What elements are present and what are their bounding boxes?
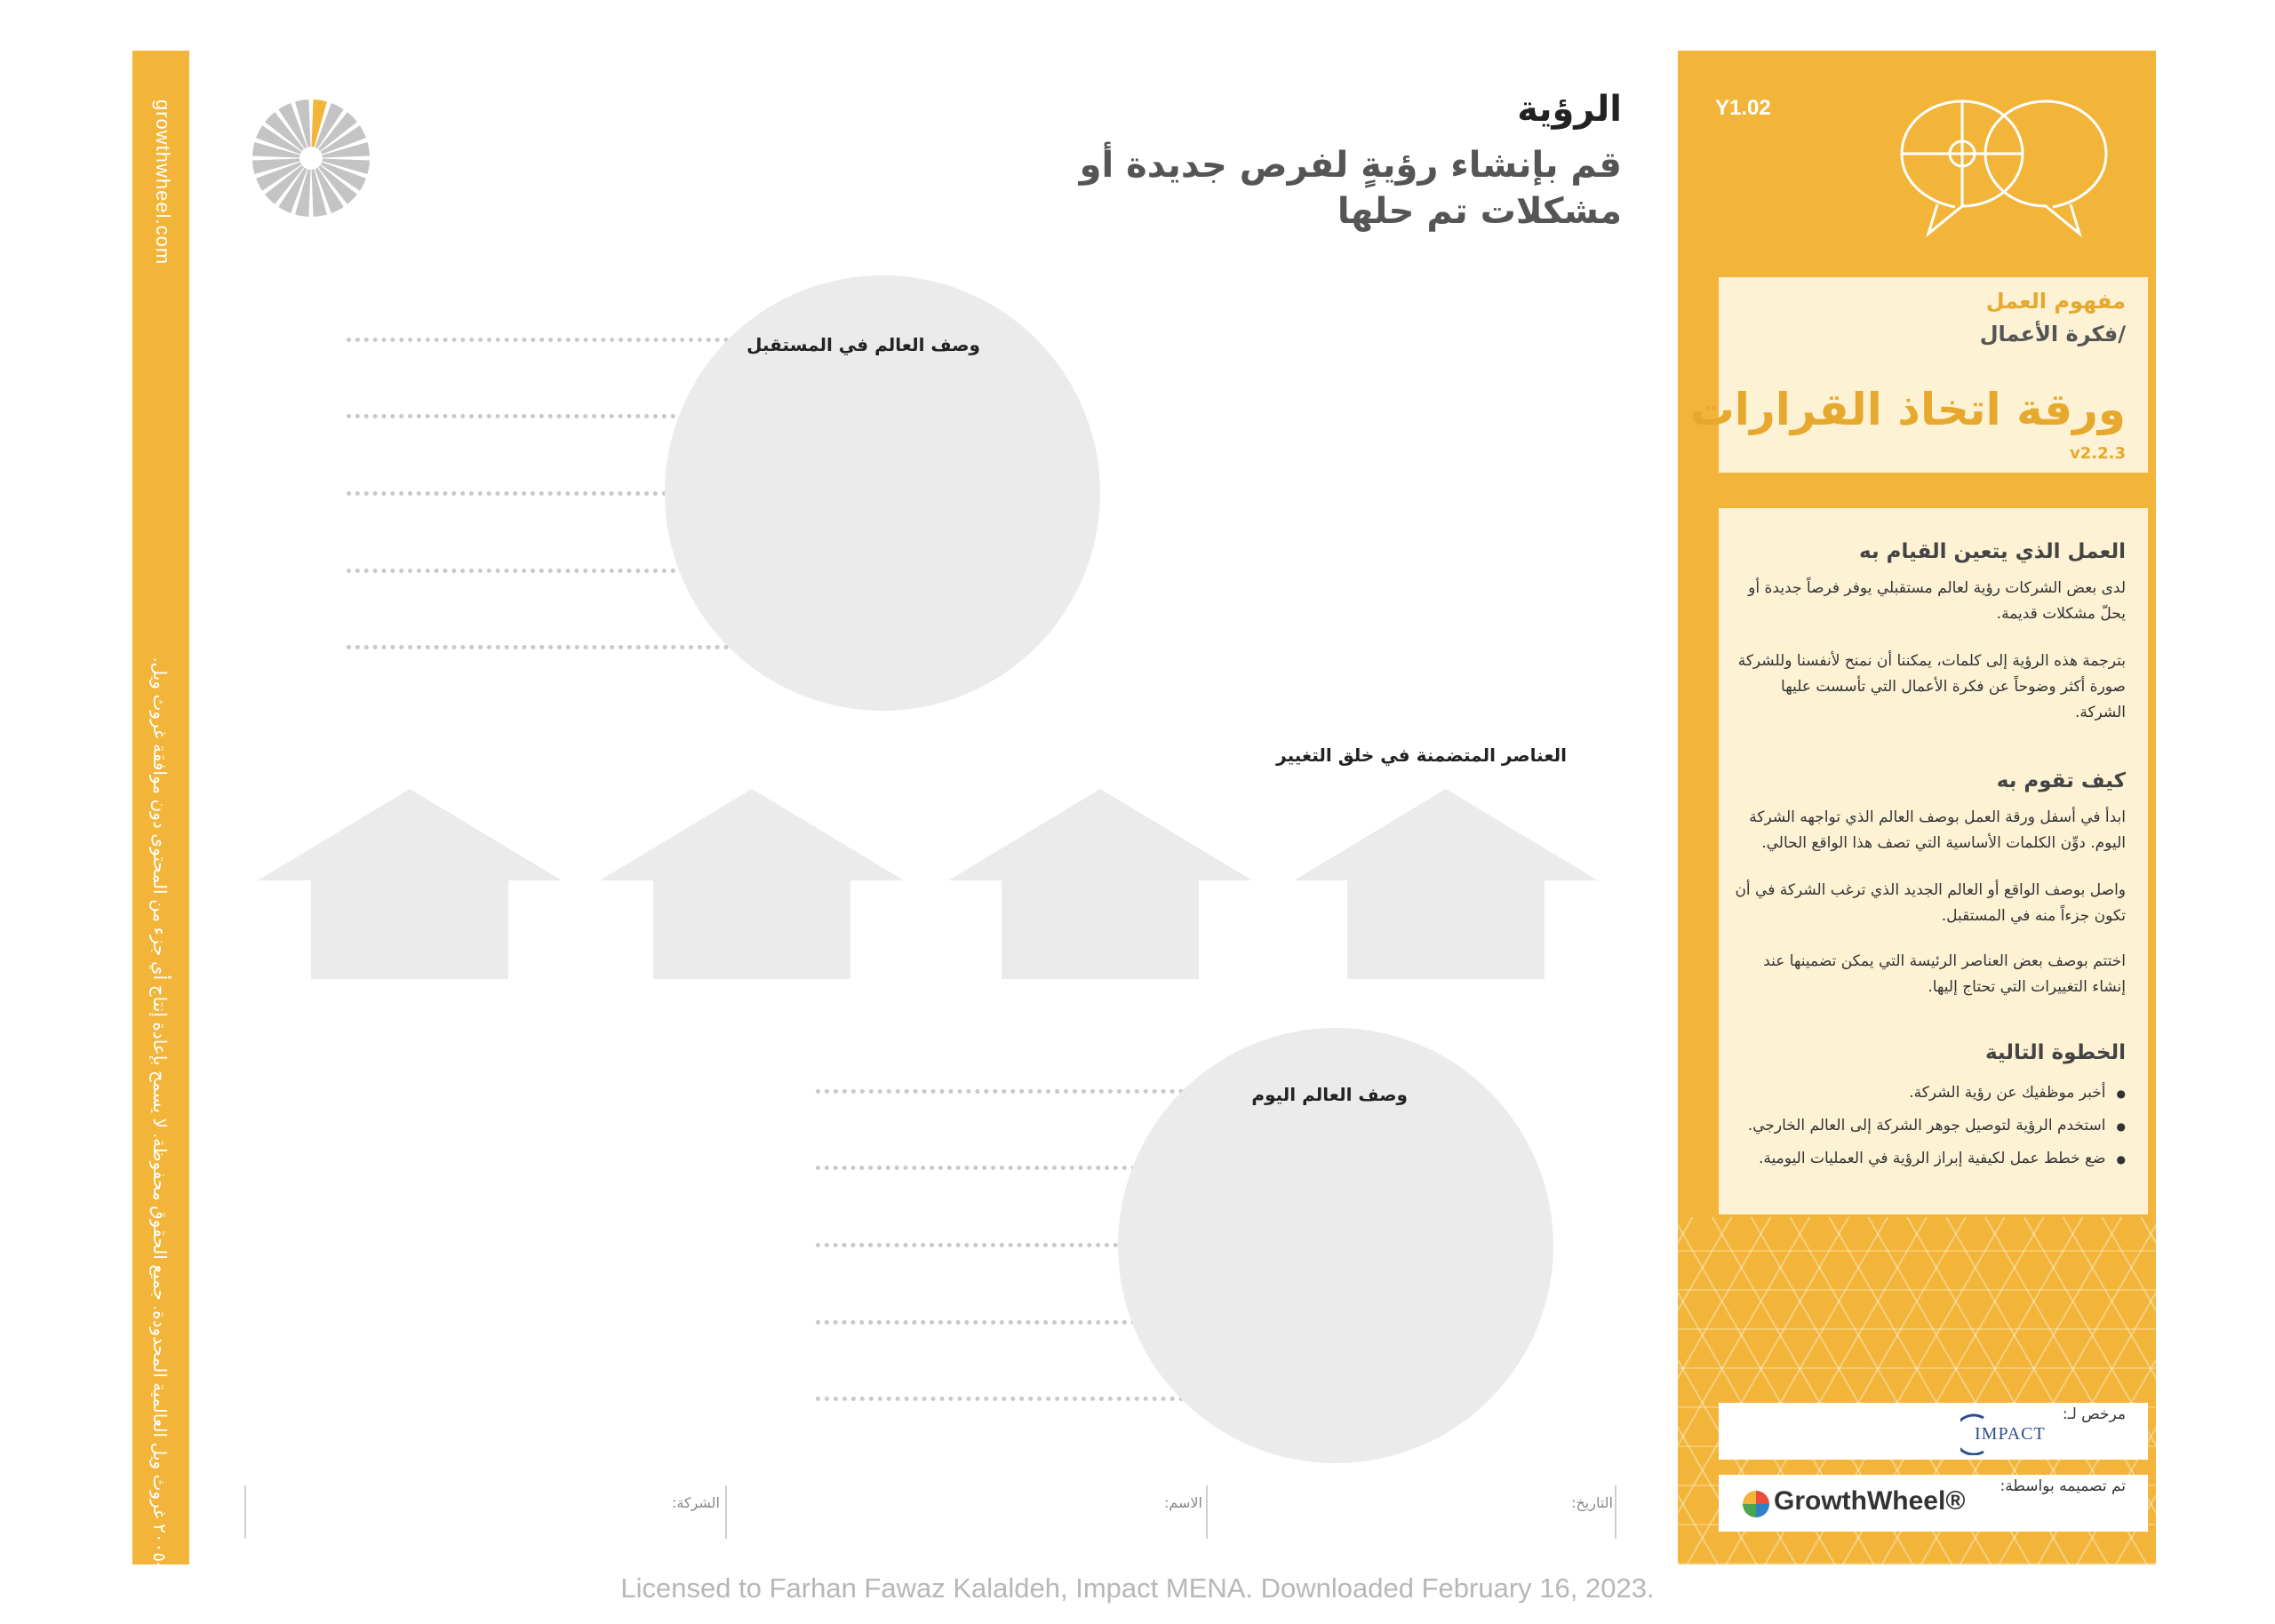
company-field-label: الشركة:	[671, 1494, 720, 1511]
name-field-label: الاسم:	[1163, 1494, 1202, 1511]
growthwheel-progress-icon	[249, 96, 373, 220]
up-arrow-icon	[948, 789, 1252, 979]
today-line-1[interactable]	[816, 1089, 1184, 1094]
how-paragraph-1: ابدأ في أسفل ورقة العمل بوصف العالم الذي تواجهه الشركة اليوم. دوِّن الكلمات الأساسية التي تصف هذا الواقع الحالي.	[1749, 808, 2126, 852]
future-line-2[interactable]	[347, 414, 684, 418]
next-step-list	[1717, 1077, 2126, 1175]
today-line-5[interactable]	[816, 1397, 1184, 1401]
task-paragraph-2: بترجمة هذه الرؤية إلى كلمات، يمكننا أن نمنح لأنفسنا وللشركة صورة أكثر وضوحاً عن فكرة الأعمال التي تأسست عليها الشركة.	[1737, 652, 2126, 721]
subcategory-label: /فكرة الأعمال	[1979, 322, 2126, 346]
date-field-label: التاريخ:	[1571, 1494, 1613, 1511]
list-item: ● استخدم الرؤية لتوصيل جوهر الشركة إلى العالم الخارجي.	[1717, 1110, 2126, 1142]
sheet-title: ورقة اتخاذ القرارات	[1689, 384, 2126, 435]
impact-logo-text: IMPACT	[1975, 1424, 2046, 1444]
date-field[interactable]	[1214, 1485, 1612, 1539]
copyright-notice: © ٢٠١٩-٢٠٠٥ غروث ويل العالمية المحدودة. جميع الحقوق محفوظة. لا يسمح بإعادة إنتاج أي جزء من المحتوى دون موافقة غروث ويل.	[149, 657, 169, 1624]
today-line-4[interactable]	[816, 1320, 1136, 1325]
how-heading: كيف تقوم به	[1996, 769, 2126, 792]
future-line-1[interactable]	[347, 338, 729, 342]
how-paragraph-3: اختتم بوصف بعض العناصر الرئيسة التي يمكن تضمينها عند إنشاء التغييرات التي تحتاج إليها.	[1763, 952, 2126, 996]
up-arrow-icon	[600, 789, 904, 979]
sheet-version: v2.2.3	[2070, 444, 2126, 463]
name-field[interactable]	[733, 1485, 1204, 1539]
page-title: الرؤية	[1517, 89, 1622, 130]
task-paragraph-1: لدى بعض الشركات رؤية لعالم مستقبلي يوفر فرصاً جديدة أو يحلّ مشكلات قديمة.	[1748, 579, 2126, 623]
license-footer: Licensed to Farhan Fawaz Kalaldeh, Impact MENA. Downloaded February 16, 2023.	[620, 1572, 1655, 1604]
designed-by-label: تم تصميمه بواسطة:	[2000, 1477, 2126, 1495]
growthwheel-logo-text: GrowthWheel®	[1774, 1486, 1966, 1516]
how-paragraph-2: واصل بوصف الواقع أو العالم الجديد الذي ترغب الشركة في أن تكون جزءاً منه في المستقبل.	[1735, 881, 2126, 925]
field-divider	[244, 1485, 246, 1539]
future-line-5[interactable]	[347, 645, 729, 649]
sheet-code: Y1.02	[1715, 96, 1771, 120]
company-field[interactable]	[252, 1485, 723, 1539]
change-elements-label: العناصر المتضمنة في خلق التغيير	[1276, 744, 1567, 766]
growthwheel-logo-icon	[1742, 1490, 1770, 1518]
future-line-4[interactable]	[347, 569, 684, 573]
page-subtitle: قم بإنشاء رؤيةٍ لفرص جديدة أو مشكلات تم حلها	[1079, 145, 1622, 232]
list-item: ● أخبر موظفيك عن رؤية الشركة.	[1717, 1077, 2126, 1110]
today-line-2[interactable]	[816, 1166, 1136, 1170]
category-label: مفهوم العمل	[1985, 289, 2126, 314]
task-heading: العمل الذي يتعين القيام به	[1859, 540, 2126, 563]
field-divider	[725, 1485, 727, 1539]
field-divider	[1615, 1485, 1616, 1539]
speech-bubbles-icon	[1893, 96, 2120, 238]
next-step-heading: الخطوة التالية	[1984, 1041, 2126, 1064]
future-world-label: وصف العالم في المستقبل	[746, 334, 980, 355]
licensed-to-label: مرخص لـ:	[2062, 1405, 2126, 1423]
list-item: ● ضع خطط عمل لكيفية إبراز الرؤية في العمليات اليومية.	[1717, 1142, 2126, 1175]
up-arrow-icon	[1294, 789, 1598, 979]
today-line-3[interactable]	[816, 1243, 1127, 1247]
site-url: growthwheel.com	[152, 100, 174, 266]
today-world-label: وصف العالم اليوم	[1251, 1084, 1408, 1105]
future-line-3[interactable]	[347, 491, 675, 496]
up-arrow-icon	[258, 789, 562, 979]
field-divider	[1206, 1485, 1208, 1539]
